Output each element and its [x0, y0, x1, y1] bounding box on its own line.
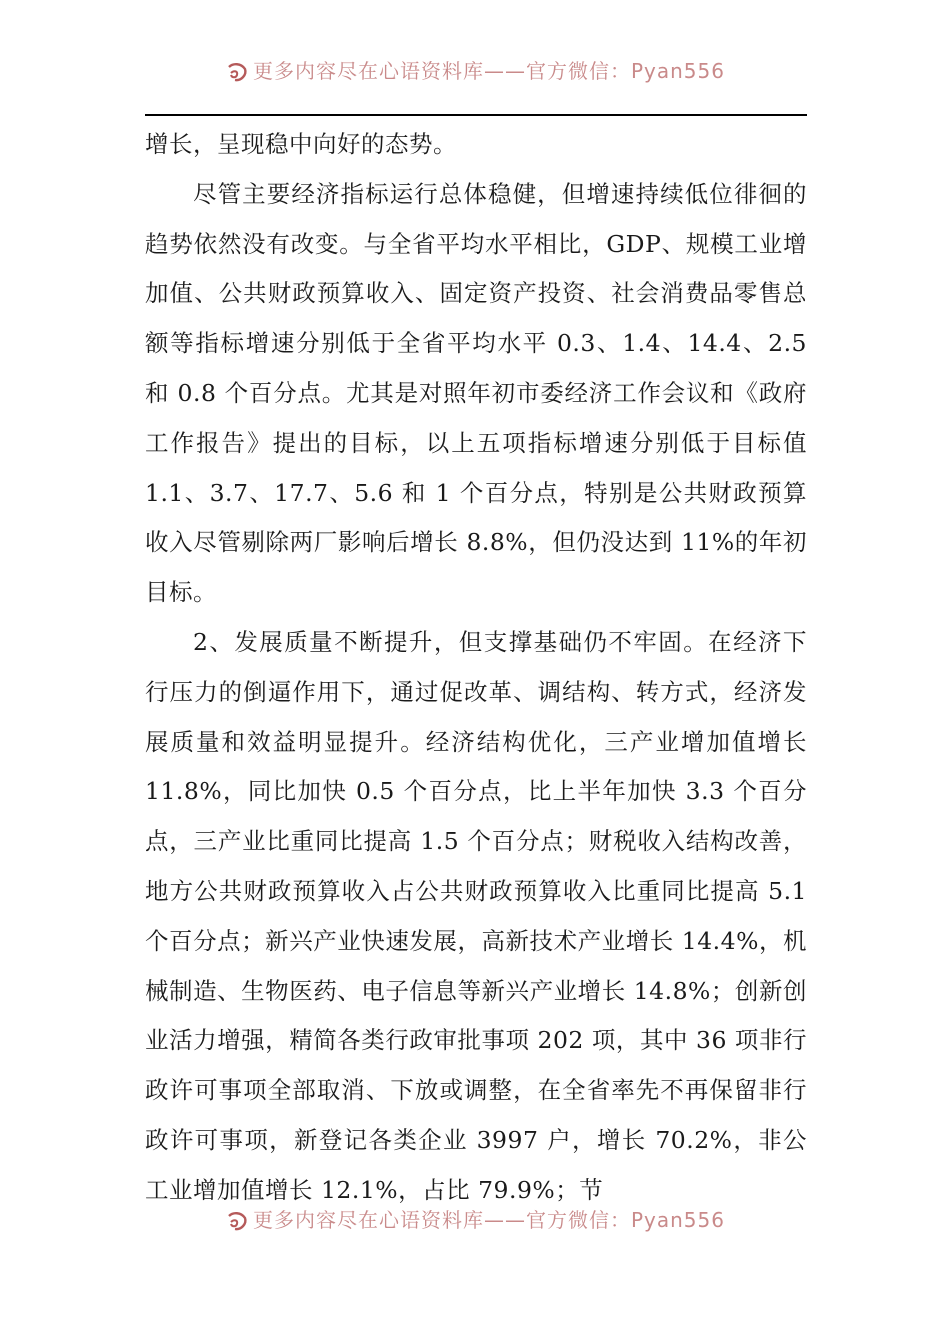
header-rule	[145, 114, 807, 116]
paragraph-indicators: 尽管主要经济指标运行总体稳健，但增速持续低位徘徊的趋势依然没有改变。与全省平均水平相比，GDP、规模工业增加值、公共财政预算收入、固定资产投资、社会消费品零售总额等指标增速分别低于全省平均水平 0.3、1.4、14.4、2.5 和 0.8 个百分点。尤其是对照年初市委经济工作会议和《政府工作报告》提出的目标，以上五项指标增速分别低于目标值 1.1、3.7、17.7、5.6 和 1 个百分点，特别是公共财政预算收入尽管剔除两厂影响后增长 8.8%，但仍没达到 11%的年初目标。	[145, 179, 807, 607]
paragraph-quality: 2、发展质量不断提升，但支撑基础仍不牢固。在经济下行压力的倒逼作用下，通过促改革、调结构、转方式，经济发展质量和效益明显提升。经济结构优化，三产业增加值增长 11.8%，同比加快 0.5 个百分点，比上半年加快 3.3 个百分点，三产业比重同比提高 1.5 个百分点；财税收入结构改善，地方公共财政预算收入占公共财政预算收入比重同比提高 5.1 个百分点；新兴产业快速发展，高新技术产业增长 14.4%，机械制造、生物医药、电子信息等新兴产业增长 14.8%；创新创业活力增强，精简各类行政审批事项 202 项，其中 36 项非行政许可事项全部取消、下放或调整，在全省率先不再保留非行政许可事项，新登记各类企业 3997 户，增长 70.2%，非公工业增加值增长 12.1%，占比 79.9%；节	[145, 627, 807, 1204]
paragraph-continuation: 增长，呈现稳中向好的态势。	[145, 130, 457, 158]
watermark-header	[0, 56, 950, 86]
watermark-footer	[0, 1205, 950, 1235]
watermark-text: 更多内容尽在心语资料库——官方微信：Pyan556	[252, 59, 725, 83]
logo-icon	[225, 1210, 249, 1234]
logo-icon	[225, 61, 249, 85]
watermark-text: 更多内容尽在心语资料库——官方微信：Pyan556	[252, 1208, 725, 1232]
document-body	[145, 120, 807, 1216]
